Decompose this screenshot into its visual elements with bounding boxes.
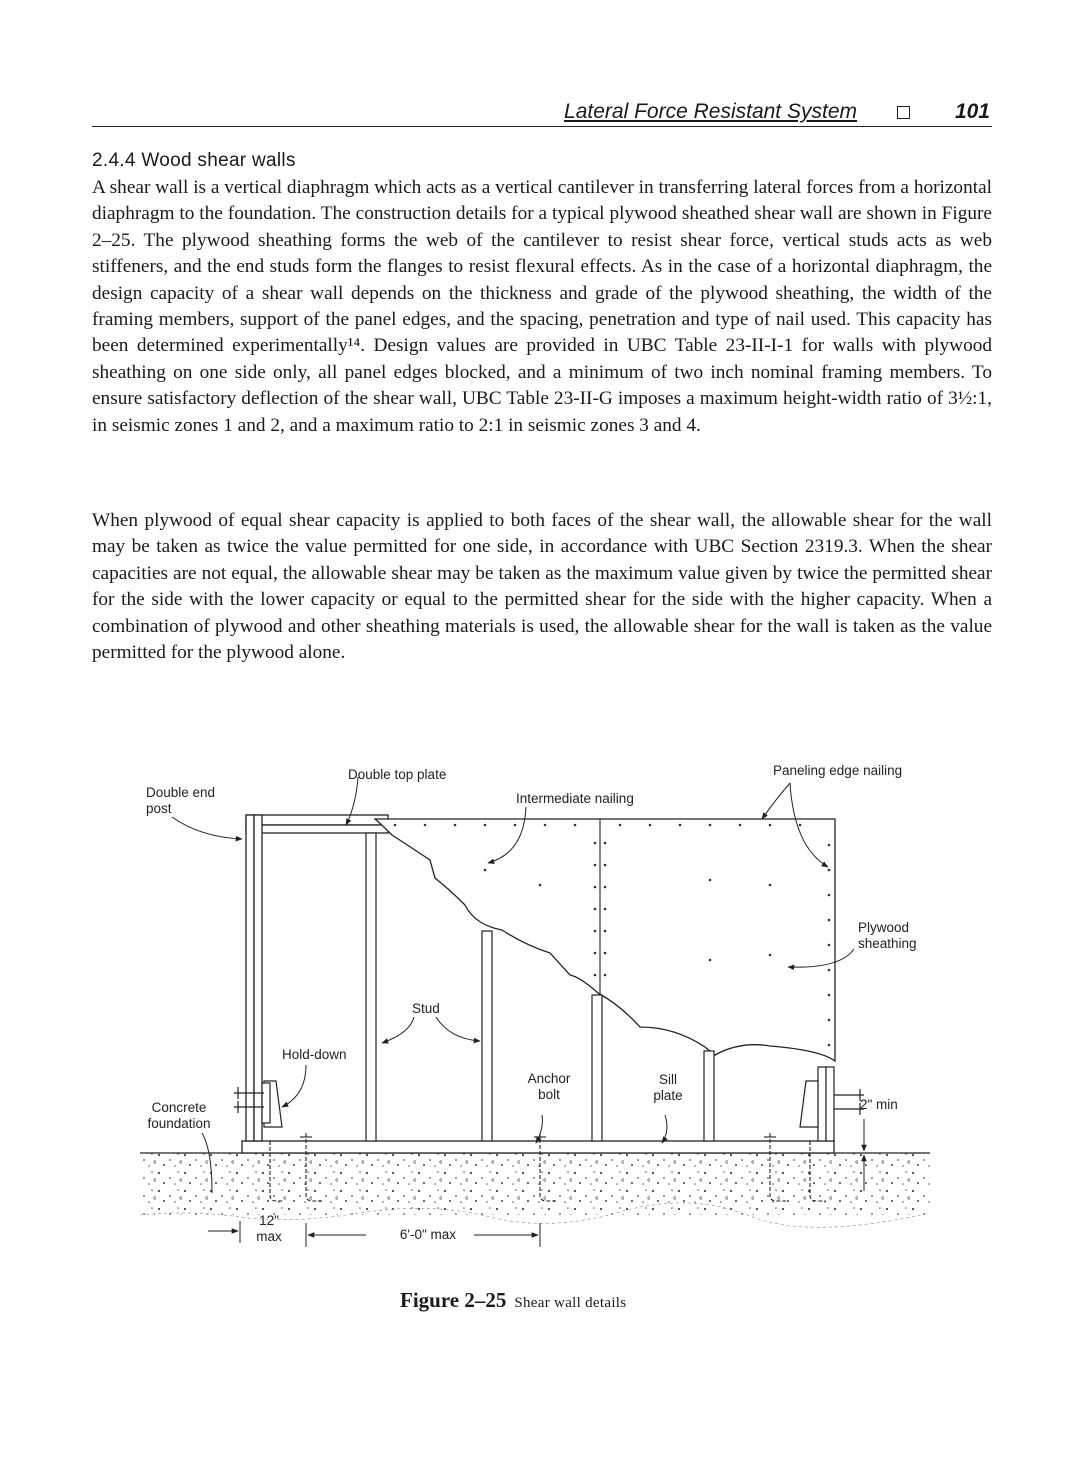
label-double-end-post: Double end post [146,785,216,816]
label-12in-max: 12" max [256,1213,282,1244]
square-bullet-icon [897,106,910,119]
label-6ft-max: 6'-0" max [399,1227,457,1242]
label-intermediate-nailing: Intermediate nailing [516,791,634,806]
running-header [92,100,992,127]
shear-wall-drawing [130,755,940,1255]
figure-caption [400,1288,626,1313]
page-number: 101 [954,100,990,123]
figure-caption-label: Figure 2–25 [400,1288,507,1312]
double-top-plate [246,815,388,833]
label-plywood-sheathing: Plywood sheathing [858,920,917,951]
label-hold-down: Hold-down [282,1047,347,1062]
shear-wall-figure [130,755,940,1255]
right-end-post [818,1067,834,1141]
body-paragraph-2: When plywood of equal shear capacity is applied to both faces of the shear wall, the allowable shear for the wall may be taken as twice the value permitted for one side, in accordance with UBC Section 2319.3. When the shear capacities are not equal, the allowable shear may be taken as the maximum value given by twice the permitted shear for the side with the lower capacity or equal to the permitted shear for the side with the higher capacity. When a combination of plywood and other sheathing materials is used, the allowable shear for the wall is taken as the value permitted for the plywood alone. [92,510,992,664]
plywood-sheathing [375,819,835,1061]
label-paneling-edge-nailing: Paneling edge nailing [773,763,903,778]
section-heading: 2.4.4 Wood shear walls [92,150,296,171]
figure-caption-text: Shear wall details [514,1295,627,1311]
label-concrete-foundation: Concrete foundation [147,1100,211,1131]
running-title: Lateral Force Resistant System [564,100,857,123]
label-sill-plate: Sill plate [653,1072,683,1103]
label-stud: Stud [412,1001,440,1016]
double-end-post [246,815,262,1141]
label-anchor-bolt: Anchor bolt [527,1071,571,1102]
label-2in-min: 2" min [860,1097,898,1112]
sill-plate [242,1141,834,1153]
label-double-top-plate: Double top plate [348,767,447,782]
body-paragraph-1: A shear wall is a vertical diaphragm which acts as a vertical cantilever in transferring lateral forces from a horizontal diaphragm to the foundation. The construction details for a typical plywood sheathed shear wall are shown in Figure 2–25. The plywood sheathing forms the web of the cantilever to resist shear force, vertical studs acts as web stiffeners, and the end studs form the flanges to resist flexural effects. As in the case of a horizontal diaphragm, the design capacity of a shear wall depends on the thickness and grade of the plywood sheathing, the width of the framing members, support of the panel edges, and the spacing, penetration and type of nail used. This capacity has been determined experimentally¹⁴. Design values are provided in UBC Table 23-II-I-1 for walls with plywood sheathing on one side only, all panel edges blocked, and a minimum of two inch nominal framing members. To ensure satisfactory deflection of the shear wall, UBC Table 23-II-G imposes a maximum height-width ratio of 3½:1, in seismic zones 1 and 2, and a maximum ratio to 2:1 in seismic zones 3 and 4. [92,177,992,436]
